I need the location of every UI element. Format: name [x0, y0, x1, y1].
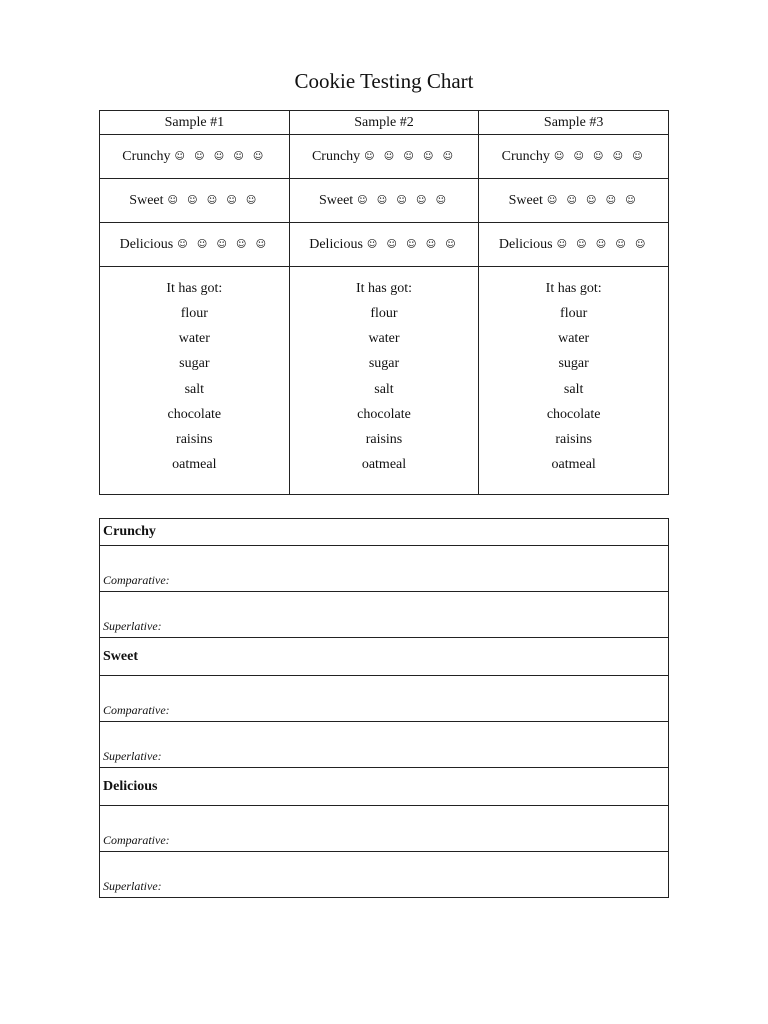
smiley-face-icons: ☺ ☺ ☺ ☺ ☺ [366, 238, 459, 250]
comparative-field[interactable]: Comparative: [100, 676, 669, 722]
adjective-heading-sweet: Sweet [100, 638, 669, 676]
rating-cell [479, 179, 669, 223]
ingredient-item: flour [370, 306, 398, 321]
ingredient-item: sugar [179, 356, 210, 372]
sample-2-header: Sample #2 [289, 111, 479, 135]
ingredient-item: chocolate [167, 406, 222, 422]
ingredients-heading: It has got: [545, 281, 602, 296]
ingredients-heading: It has got: [166, 281, 223, 296]
superlative-field[interactable]: Superlative: [100, 722, 669, 768]
ingredients-row [100, 267, 669, 495]
ingredient-item: oatmeal [172, 457, 217, 473]
adjective-heading-crunchy: Crunchy [100, 519, 669, 546]
comparative-row [100, 676, 669, 722]
ingredient-item: water [368, 331, 400, 347]
ingredient-item: salt [374, 381, 394, 397]
sample-rating-table [99, 110, 669, 495]
rating-row-delicious [100, 223, 669, 267]
ingredient-item: oatmeal [361, 457, 407, 473]
adjective-row [100, 519, 669, 546]
rating-row-sweet [100, 179, 669, 223]
rating-label: Crunchy [122, 148, 171, 164]
adjective-row [100, 768, 669, 806]
rating-cell [100, 179, 290, 223]
rating-row-crunchy [100, 135, 669, 179]
ingredient-item: water [558, 331, 590, 347]
ingredient-item: raisins [555, 432, 592, 448]
rating-label: Delicious [498, 236, 553, 252]
ingredient-item: water [178, 331, 210, 347]
superlative-field[interactable]: Superlative: [100, 852, 669, 898]
comparative-row [100, 806, 669, 852]
superlative-row [100, 722, 669, 768]
superlative-row [100, 852, 669, 898]
ingredient-item: chocolate [357, 406, 411, 422]
ingredients-cell [100, 267, 290, 495]
rating-cell [100, 223, 290, 267]
ingredient-item: chocolate [546, 406, 601, 422]
ingredient-item: flour [180, 306, 208, 321]
sample-header-row [100, 111, 669, 135]
superlative-row [100, 592, 669, 638]
rating-label: Crunchy [311, 148, 361, 164]
smiley-face-icons: ☺ ☺ ☺ ☺ ☺ [174, 150, 267, 162]
rating-label: Sweet [129, 192, 164, 208]
ingredient-item: raisins [365, 432, 403, 448]
smiley-face-icons: ☺ ☺ ☺ ☺ ☺ [357, 194, 450, 206]
rating-cell [479, 135, 669, 179]
ingredient-item: salt [184, 381, 205, 397]
smiley-face-icons: ☺ ☺ ☺ ☺ ☺ [546, 194, 639, 206]
ingredient-item: oatmeal [551, 457, 596, 473]
ingredients-list [290, 301, 479, 477]
adjective-row [100, 638, 669, 676]
rating-label: Crunchy [501, 148, 550, 164]
comparative-row [100, 546, 669, 592]
rating-label: Delicious [309, 236, 363, 252]
smiley-face-icons: ☺ ☺ ☺ ☺ ☺ [364, 150, 457, 162]
page-title: Cookie Testing Chart [294, 69, 474, 93]
rating-cell [100, 135, 290, 179]
rating-cell [289, 179, 479, 223]
rating-label: Delicious [119, 236, 174, 252]
rating-cell [479, 223, 669, 267]
ingredients-list [479, 301, 668, 477]
sample-1-header: Sample #1 [100, 111, 290, 135]
comparison-table [99, 518, 669, 898]
rating-cell [289, 135, 479, 179]
comparative-field[interactable]: Comparative: [100, 806, 669, 852]
rating-label: Sweet [318, 192, 354, 208]
ingredient-item: sugar [368, 356, 400, 372]
smiley-face-icons: ☺ ☺ ☺ ☺ ☺ [556, 238, 649, 250]
rating-label: Sweet [508, 192, 543, 208]
superlative-field[interactable]: Superlative: [100, 592, 669, 638]
smiley-face-icons: ☺ ☺ ☺ ☺ ☺ [167, 194, 260, 206]
ingredients-cell [479, 267, 669, 495]
sample-3-header: Sample #3 [479, 111, 669, 135]
ingredients-heading: It has got: [355, 281, 412, 296]
ingredient-item: sugar [558, 356, 589, 372]
ingredient-item: salt [563, 381, 584, 397]
comparative-field[interactable]: Comparative: [100, 546, 669, 592]
adjective-heading-delicious: Delicious [100, 768, 669, 806]
smiley-face-icons: ☺ ☺ ☺ ☺ ☺ [177, 238, 270, 250]
ingredient-item: flour [560, 306, 588, 321]
smiley-face-icons: ☺ ☺ ☺ ☺ ☺ [553, 150, 646, 162]
ingredient-item: raisins [176, 432, 213, 448]
ingredients-cell [289, 267, 479, 495]
ingredients-list [100, 301, 289, 477]
rating-cell [289, 223, 479, 267]
